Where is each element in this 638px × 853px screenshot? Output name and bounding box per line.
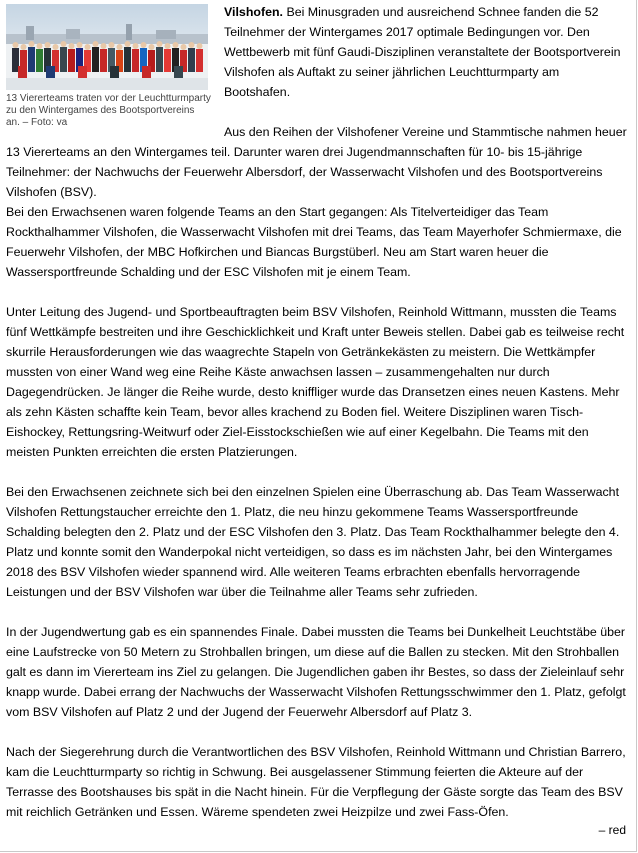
paragraph-4: Bei den Erwachsenen zeichnete sich bei den einzelnen Spielen eine Überraschung ab. Das Team Wasserwacht Vilshofen Rettungstaucher erreichte den 1. Platz, die neu hinzu gekommene Teams Wassersportfreunde Schalding belegten den 2. Platz und der ESC Vilshofen den 3. Platz. Das Team Rockthalhammer belegte den 4. Platz und konnte somit den Wanderpokal nicht verteidigen, so dass es im nächsten Jahr, bei den Wintergames 2018 des BSV Vilshofen wieder spannend wird. Alle weiteren Teams erbrachten ebenfalls hervorragende Leistungen und der BSV Vilshofen war über die Teilnahme aller Teams sehr zufrieden. [6, 485, 620, 599]
article-photo[interactable] [6, 4, 208, 90]
paragraph-1: Aus den Reihen der Vilshofener Vereine und Stammtische nahmen heuer 13 Viererteams an den Wintergames teil. Darunter waren drei Jugendmannschaften für 10- bis 15-jährige Teilnehmer: der Nachwuchs der Feuerwehr Albersdorf, der Wasserwacht Vilshofen und des Bootsportvereins Vilshofen (BSV). [6, 125, 627, 199]
paragraph-5: In der Jugendwertung gab es ein spannendes Finale. Dabei mussten die Teams bei Dunkelheit Leuchtstäbe über eine Laufstrecke von 50 Metern zu Strohballen bringen, um diese auf die Ballen zu stecken. Mit den Strohballen galt es dann im Viererteam ins Ziel zu gelangen. Die Jugendlichen gaben ihr Bestes, so dass der Zieleinlauf sehr knapp wurde. Dabei errang der Nachwuchs der Wasserwacht Vilshofen Rettungsschwimmer den 1. Platz, gefolgt vom BSV Vilshofen auf Platz 2 und der Jugend der Feuerwehr Albersdorf auf Platz 3. [6, 625, 626, 719]
article [6, 2, 628, 840]
article-figure [6, 4, 216, 129]
paragraph-3: Unter Leitung des Jugend- und Sportbeauftragten beim BSV Vilshofen, Reinhold Wittmann, mussten die Teams fünf Wettkämpfe bestreiten und ihre Geschicklichkeit und Kraft unter Beweis stellen. Dabei gab es teilweise recht skurrile Herausforderungen wie das waagrechte Stapeln von Getränkekästen zu meistern. Die Wettkämpfer mussten von einer Wand weg eine Reihe Käste anwachsen lassen – zusammengehalten nur durch Dagegendrücken. Je länger die Reihe wurde, desto kniffliger wurde das Dransetzen eines neuen Kastens. Mehr als zehn Kästen schaffte kein Team, bevor alles krachend zu Boden fiel. Weitere Disziplinen waren Tisch-Eishockey, Rettungsring-Weitwurf oder Ziel-Eisstockschießen wie auf einer Kegelbahn. Die Teams mit den meisten Punkten erreichten die ersten Platzierungen. [6, 305, 625, 459]
lead-text: Bei Minusgraden und ausreichend Schnee fanden die 52 Teilnehmer der Wintergames 2017 optimale Bedingungen vor. Den Wettbewerb mit fünf Gaudi-Disziplinen veranstaltete der Bootsportverein Vilshofen als Auftakt zu seiner jährlichen Leuchtturmparty am Bootshafen. [224, 5, 621, 99]
paragraph-2: Bei den Erwachsenen waren folgende Teams an den Start gegangen: Als Titelverteidiger das Team Rockthalhammer Vilshofen, die Wasserwacht Vilshofen mit drei Teams, das Team Mayerhofer Schmiermaxe, die Feuerwehr Vilshofen, der MBC Hofkirchen und Biancas Burgstüberl. Neu am Start waren heuer die Wassersportfreunde Schalding und der ESC Vilshofen mit je einem Team. [6, 205, 622, 279]
group-photo-image [6, 4, 208, 90]
author-signature: – red [598, 823, 626, 837]
paragraph-6: Nach der Siegerehrung durch die Verantwortlichen des BSV Vilshofen, Reinhold Wittmann und Christian Barrero, kam die Leuchtturmparty so richtig in Schwung. Bei ausgelassener Stimmung feierten die Akteure auf der Terrasse des Bootshauses bis spät in die Nacht hinein. Für die Verpflegung der Gäste sorgte das Team des BSV mit reichlich Getränken und Essen. Wäreme spendeten zwei Heizpilze und zwei Fass-Öfen. [6, 745, 626, 819]
photo-caption: 13 Viererteams traten vor der Leuchtturmparty zu den Wintergames des Bootsportvereins an. – Foto: va [6, 93, 211, 128]
dateline: Vilshofen. [224, 5, 283, 19]
